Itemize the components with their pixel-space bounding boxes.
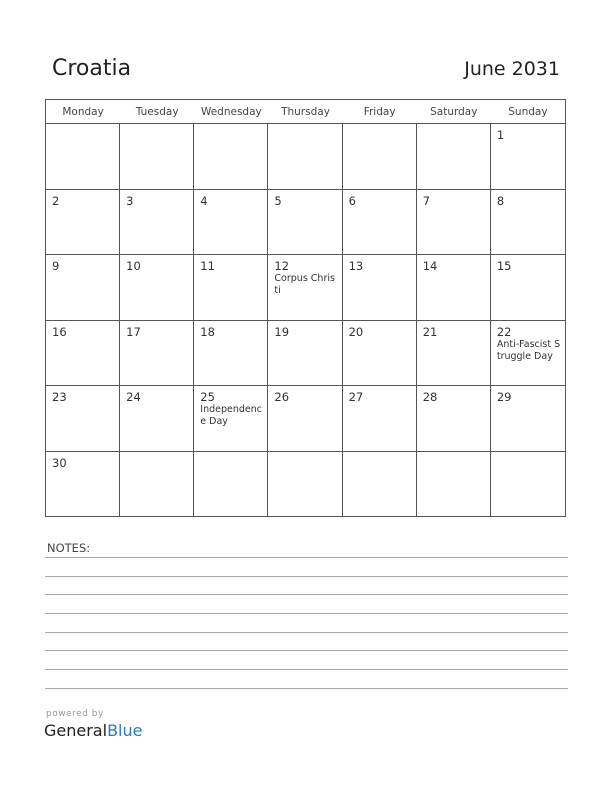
powered-by-text: powered by: [46, 709, 104, 719]
day-grid: [46, 124, 565, 517]
day-cell: [194, 386, 268, 452]
day-cell: [343, 255, 417, 321]
day-number: 1: [496, 128, 505, 142]
day-number: 3: [126, 193, 134, 208]
day-cell: [46, 386, 120, 452]
day-cell: [194, 124, 268, 190]
day-number: 6: [348, 193, 356, 208]
day-cell: [417, 386, 491, 452]
day-number: 23: [52, 390, 67, 404]
weekday-monday: Monday: [62, 106, 104, 118]
weekday-friday: Friday: [363, 106, 396, 118]
day-number: 29: [496, 390, 512, 404]
month-year: June 2031: [464, 58, 560, 80]
day-cell: [194, 190, 268, 256]
holiday-label: Independence Day: [200, 404, 262, 427]
day-number: 21: [422, 324, 438, 339]
day-cell: [120, 386, 194, 452]
day-number: 24: [126, 390, 141, 404]
day-cell: [120, 452, 194, 518]
day-cell: [268, 386, 342, 452]
day-number: 11: [200, 259, 215, 273]
day-cell: [343, 190, 417, 256]
day-cell: [120, 255, 194, 321]
day-cell: [268, 190, 342, 256]
notes-line: [45, 632, 568, 633]
day-number: 28: [422, 390, 438, 404]
day-cell: [268, 124, 342, 190]
day-number: 26: [274, 390, 290, 404]
calendar-title: Croatia: [52, 56, 132, 81]
day-number: 7: [422, 193, 431, 208]
day-cell: [491, 386, 565, 452]
day-cell: [194, 255, 268, 321]
calendar-grid: [45, 99, 566, 517]
day-number: 5: [274, 193, 282, 208]
day-cell: [491, 124, 565, 190]
day-cell: [343, 452, 417, 518]
notes-line: [45, 557, 568, 558]
day-cell: [417, 255, 491, 321]
day-number: 4: [200, 193, 208, 208]
weekday-tuesday: Tuesday: [135, 106, 179, 118]
day-cell: [268, 255, 342, 321]
day-number: 8: [496, 193, 505, 208]
day-cell: [120, 190, 194, 256]
day-cell: [46, 321, 120, 387]
day-cell: [343, 321, 417, 387]
day-number: 10: [126, 259, 141, 273]
notes-line: [45, 688, 568, 689]
day-cell: [491, 190, 565, 256]
day-cell: [417, 190, 491, 256]
day-cell: [417, 321, 491, 387]
notes-line: [45, 650, 568, 651]
day-cell: [268, 321, 342, 387]
day-cell: [417, 124, 491, 190]
notes-line: [45, 613, 568, 614]
day-cell: [194, 452, 268, 518]
day-cell: [343, 386, 417, 452]
day-number: 13: [348, 259, 364, 273]
day-number: 18: [200, 324, 215, 339]
day-number: 2: [52, 193, 60, 208]
day-number: 16: [52, 324, 67, 339]
day-number: 30: [52, 455, 67, 470]
day-number: 14: [422, 259, 438, 273]
holiday-label: Corpus Christi: [274, 273, 335, 296]
day-cell: [120, 321, 194, 387]
day-cell: [417, 452, 491, 518]
day-number: 9: [52, 259, 60, 273]
day-cell: [120, 124, 194, 190]
brand-general: General: [44, 721, 108, 740]
day-number: 25: [200, 390, 215, 404]
day-cell: [46, 124, 120, 190]
day-cell: [268, 452, 342, 518]
day-cell: [46, 255, 120, 321]
day-number: 19: [274, 324, 290, 339]
day-number: 17: [126, 324, 141, 339]
day-number: 15: [496, 259, 512, 273]
day-cell: [491, 255, 565, 321]
day-cell: [194, 321, 268, 387]
brand-logo: [44, 721, 142, 740]
weekday-saturday: Saturday: [430, 106, 478, 118]
day-cell: [46, 190, 120, 256]
notes-line: [45, 669, 568, 670]
day-cell: [491, 321, 565, 387]
weekday-header: [46, 100, 565, 124]
brand-blue: Blue: [107, 721, 143, 740]
weekday-sunday: Sunday: [508, 106, 548, 118]
day-cell: [343, 124, 417, 190]
day-number: 20: [348, 324, 364, 339]
day-number: 22: [496, 324, 512, 339]
holiday-label: Anti-Fascist Struggle Day: [496, 338, 561, 362]
weekday-thursday: Thursday: [281, 106, 330, 118]
weekday-wednesday: Wednesday: [200, 106, 262, 118]
day-number: 27: [348, 390, 364, 404]
notes-label: NOTES:: [47, 541, 91, 555]
notes-line: [45, 594, 568, 595]
day-number: 12: [274, 259, 290, 273]
day-cell: [46, 452, 120, 518]
notes-line: [45, 576, 568, 577]
day-cell: [491, 452, 565, 518]
